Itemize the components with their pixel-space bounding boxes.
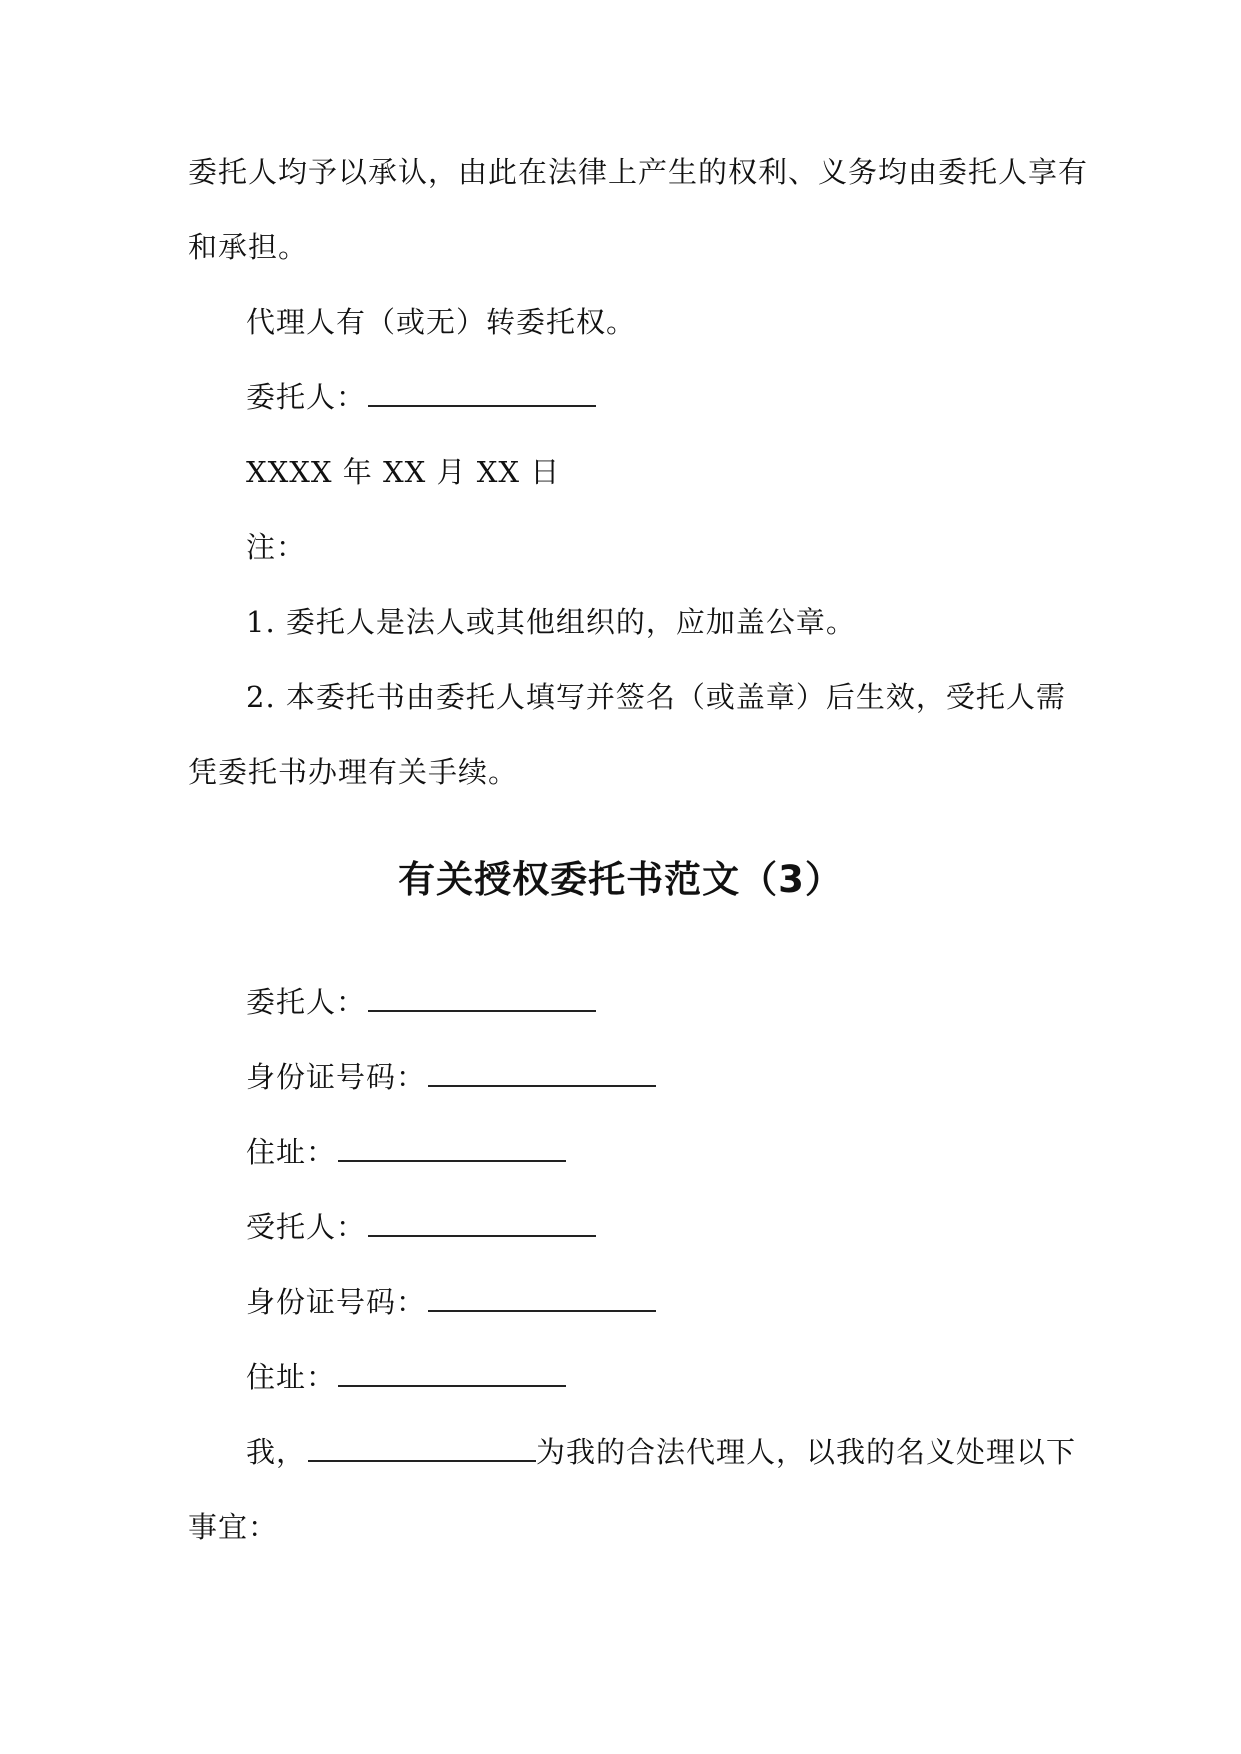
field-label: 委托人： [246, 985, 367, 1019]
note-item-continued: 凭委托书办理有关手续。 [188, 755, 519, 789]
appointment-suffix: 为我的合法代理人，以我的名义处理以下 [536, 1435, 1077, 1469]
fill-blank [428, 1057, 656, 1087]
fill-blank [428, 1282, 656, 1312]
date-line: XXXX 年 XX 月 XX 日 [246, 455, 561, 489]
appointment-line [246, 1432, 1126, 1472]
transfer-clause: 代理人有（或无）转委托权。 [246, 305, 637, 339]
signer-line [246, 377, 1126, 417]
signer-blank [368, 377, 596, 407]
paragraph-text: 和承担。 [188, 230, 309, 264]
agent-address-field [246, 1357, 1126, 1397]
note-label: 注： [246, 530, 307, 564]
appointment-prefix: 我， [246, 1435, 307, 1469]
field-label: 身份证号码： [246, 1285, 427, 1319]
paragraph-text: 委托人均予以承认，由此在法律上产生的权利、义务均由委托人享有 [188, 155, 1089, 189]
fill-blank [308, 1432, 536, 1462]
agent-id-field [246, 1282, 1126, 1322]
appointment-continued: 事宜： [188, 1510, 279, 1544]
principal-field [246, 982, 1126, 1022]
note-item: 1. 委托人是法人或其他组织的，应加盖公章。 [246, 605, 856, 639]
note-item: 2. 本委托书由委托人填写并签名（或盖章）后生效，受托人需 [246, 680, 1066, 714]
principal-id-field [246, 1057, 1126, 1097]
field-label: 住址： [246, 1360, 337, 1394]
agent-field [246, 1207, 1126, 1247]
fill-blank [368, 982, 596, 1012]
fill-blank [368, 1207, 596, 1237]
signer-label: 委托人： [246, 380, 367, 414]
field-label: 身份证号码： [246, 1060, 427, 1094]
field-label: 受托人： [246, 1210, 367, 1244]
field-label: 住址： [246, 1135, 337, 1169]
fill-blank [338, 1132, 566, 1162]
fill-blank [338, 1357, 566, 1387]
principal-address-field [246, 1132, 1126, 1172]
section-title: 有关授权委托书范文（3） [398, 858, 843, 901]
